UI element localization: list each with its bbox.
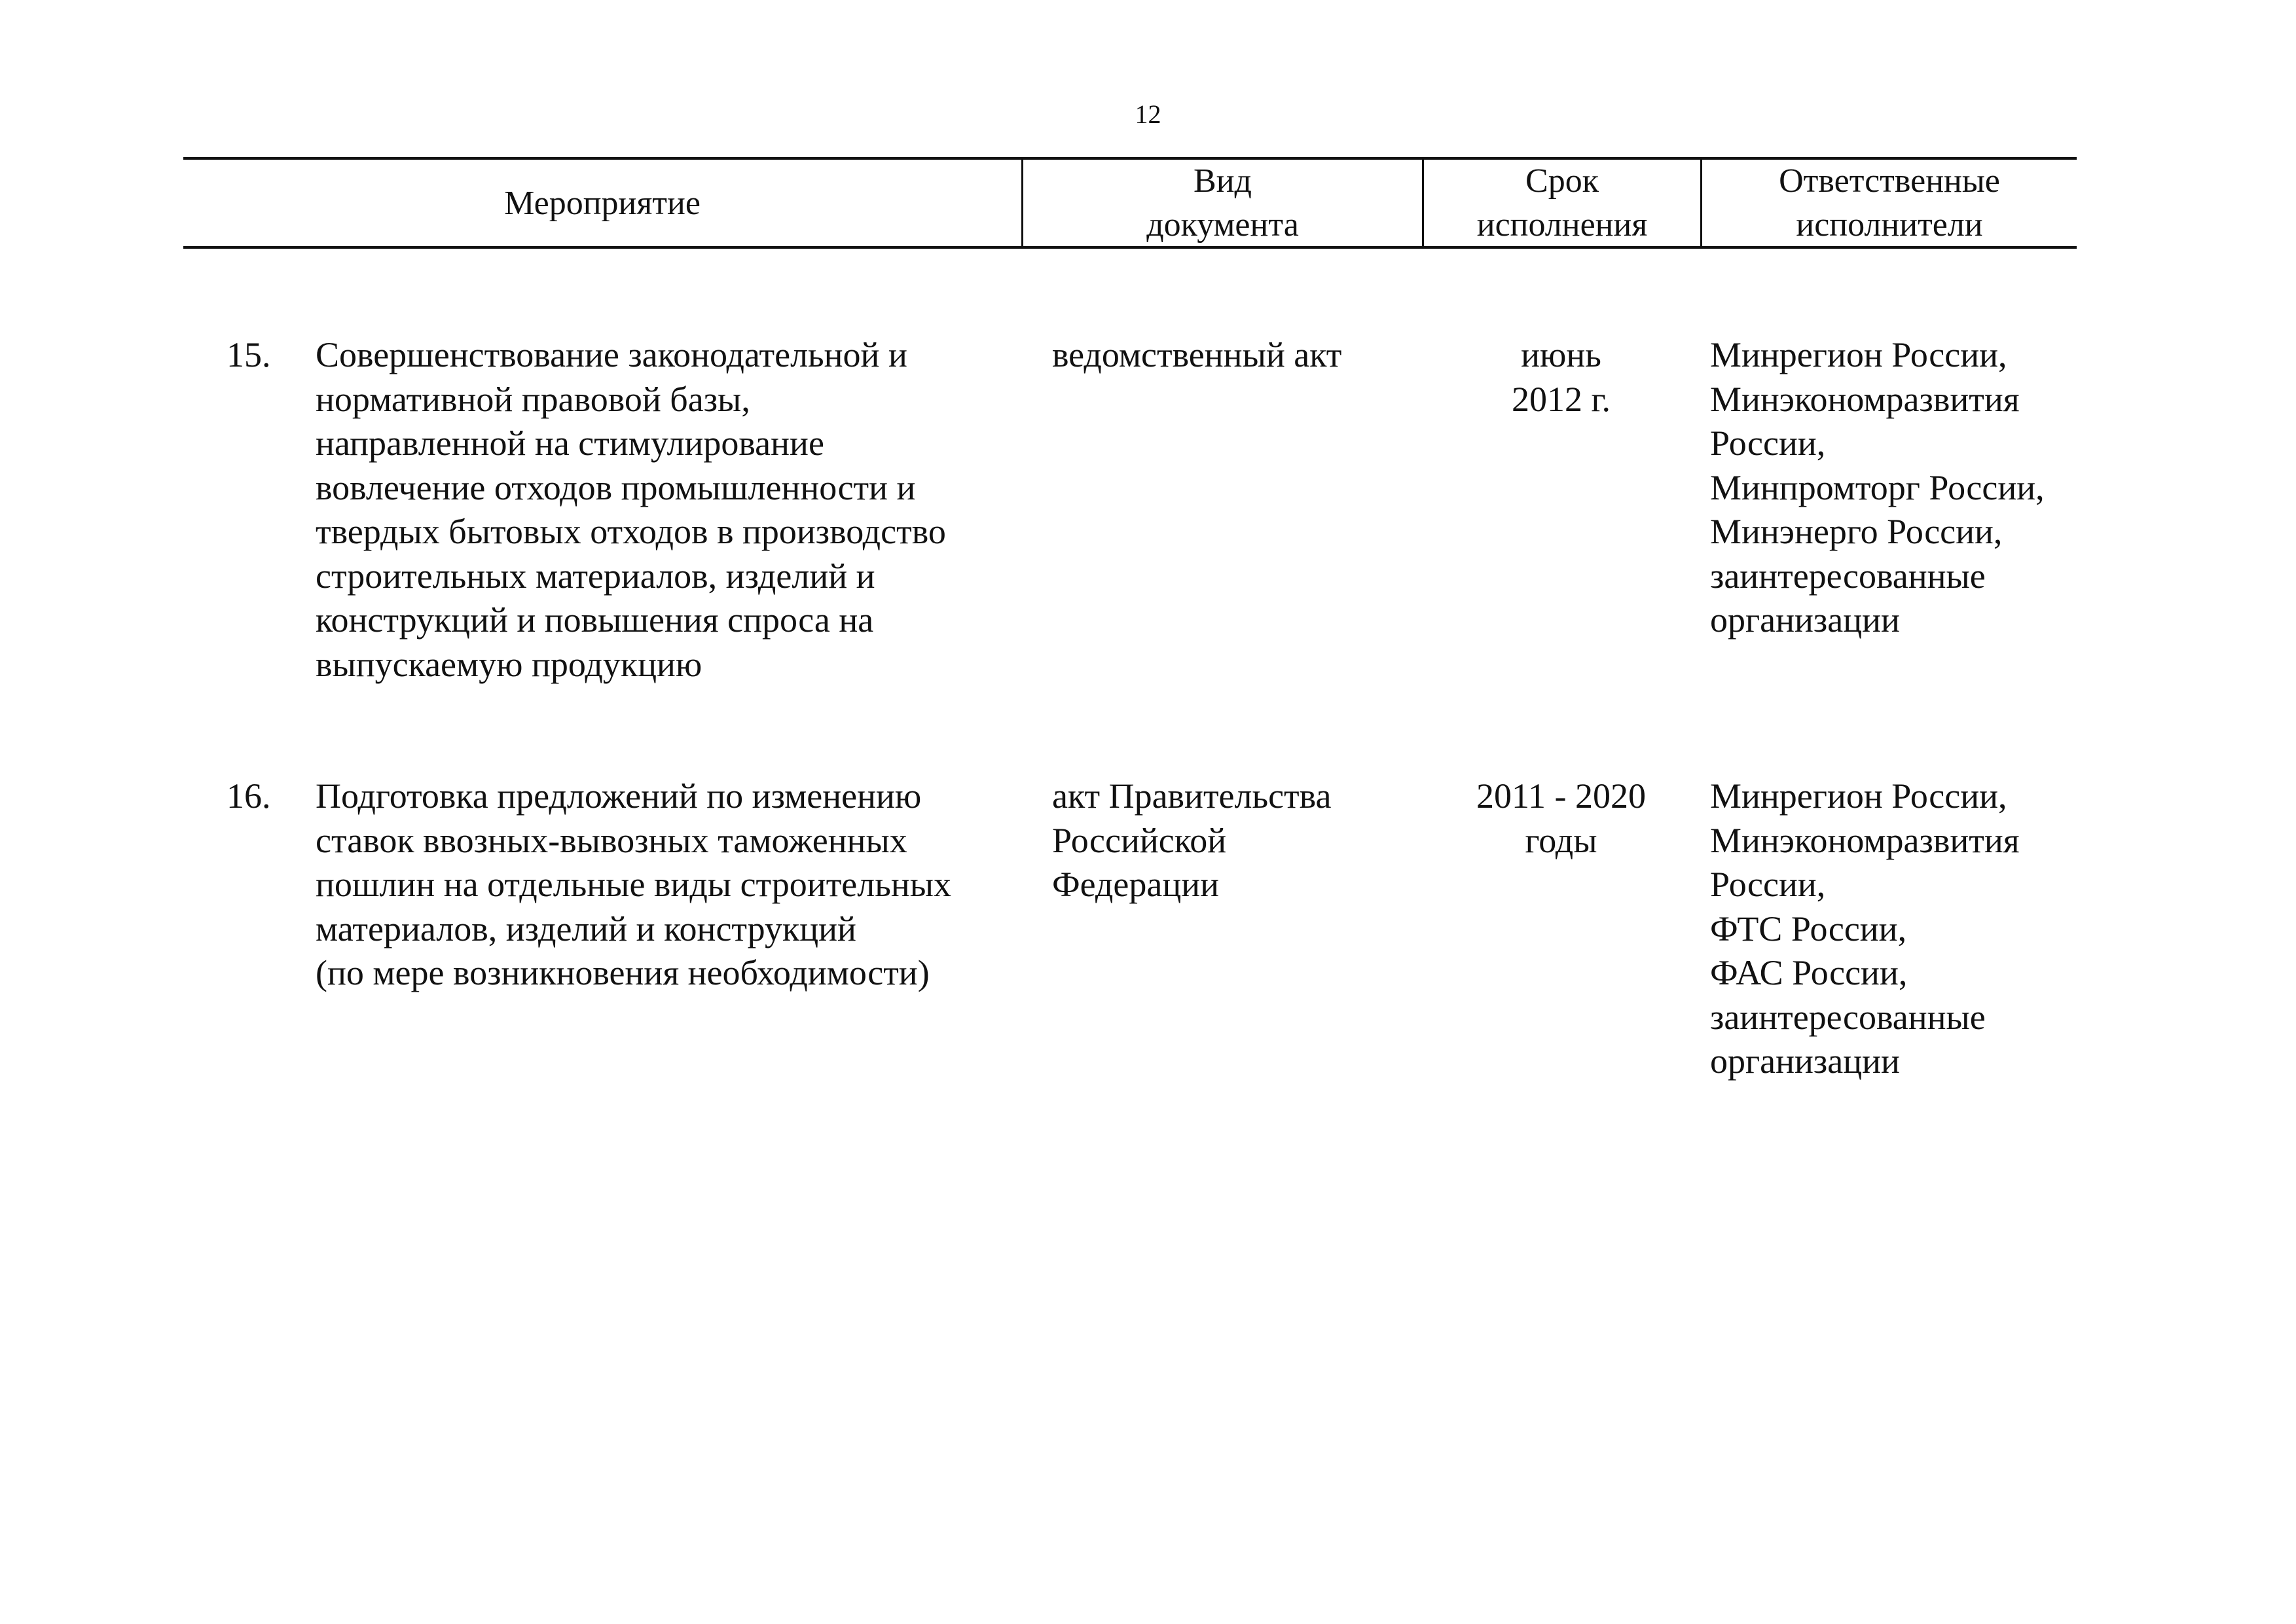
page-number: 12 [1135,99,1161,129]
deadline-text: июнь 2012 г. [1511,335,1611,419]
header-doc-type: Вид документа [1146,162,1299,244]
doc-type-text: ведомственный акт [1052,335,1342,374]
deadline-text: 2011 - 2020 годы [1476,776,1646,860]
header-responsible: Ответственные исполнители [1779,162,2000,244]
header-deadline: Срок исполнения [1476,162,1648,244]
row-number: 15. [227,335,271,374]
row-number: 16. [227,776,271,816]
responsible-text: Минрегион России, Минэкономразвития России, Минпромторг России, Минэнерго России, заинтересованные организации [1710,335,2045,640]
doc-type-text: акт Правительства Российской Федерации [1052,776,1332,904]
header-measure: Мероприятие [504,184,701,222]
measure-text: Подготовка предложений по изменению ставок ввозных-вывозных таможенных пошлин на отдельные виды строительных материалов, изделий и конструкций (по мере возникновения необходимости) [316,776,952,992]
responsible-text: Минрегион России, Минэкономразвития России, ФТС России, ФАС России, заинтересованные организации [1710,776,2020,1081]
measure-text: Совершенствование законодательной и нормативной правовой базы, направленной на стимулирование вовлечение отходов промышленности и твердых бытовых отходов в производство строительных материалов, изделий и конструкций и повышения спроса на выпускаемую продукцию [316,335,946,684]
